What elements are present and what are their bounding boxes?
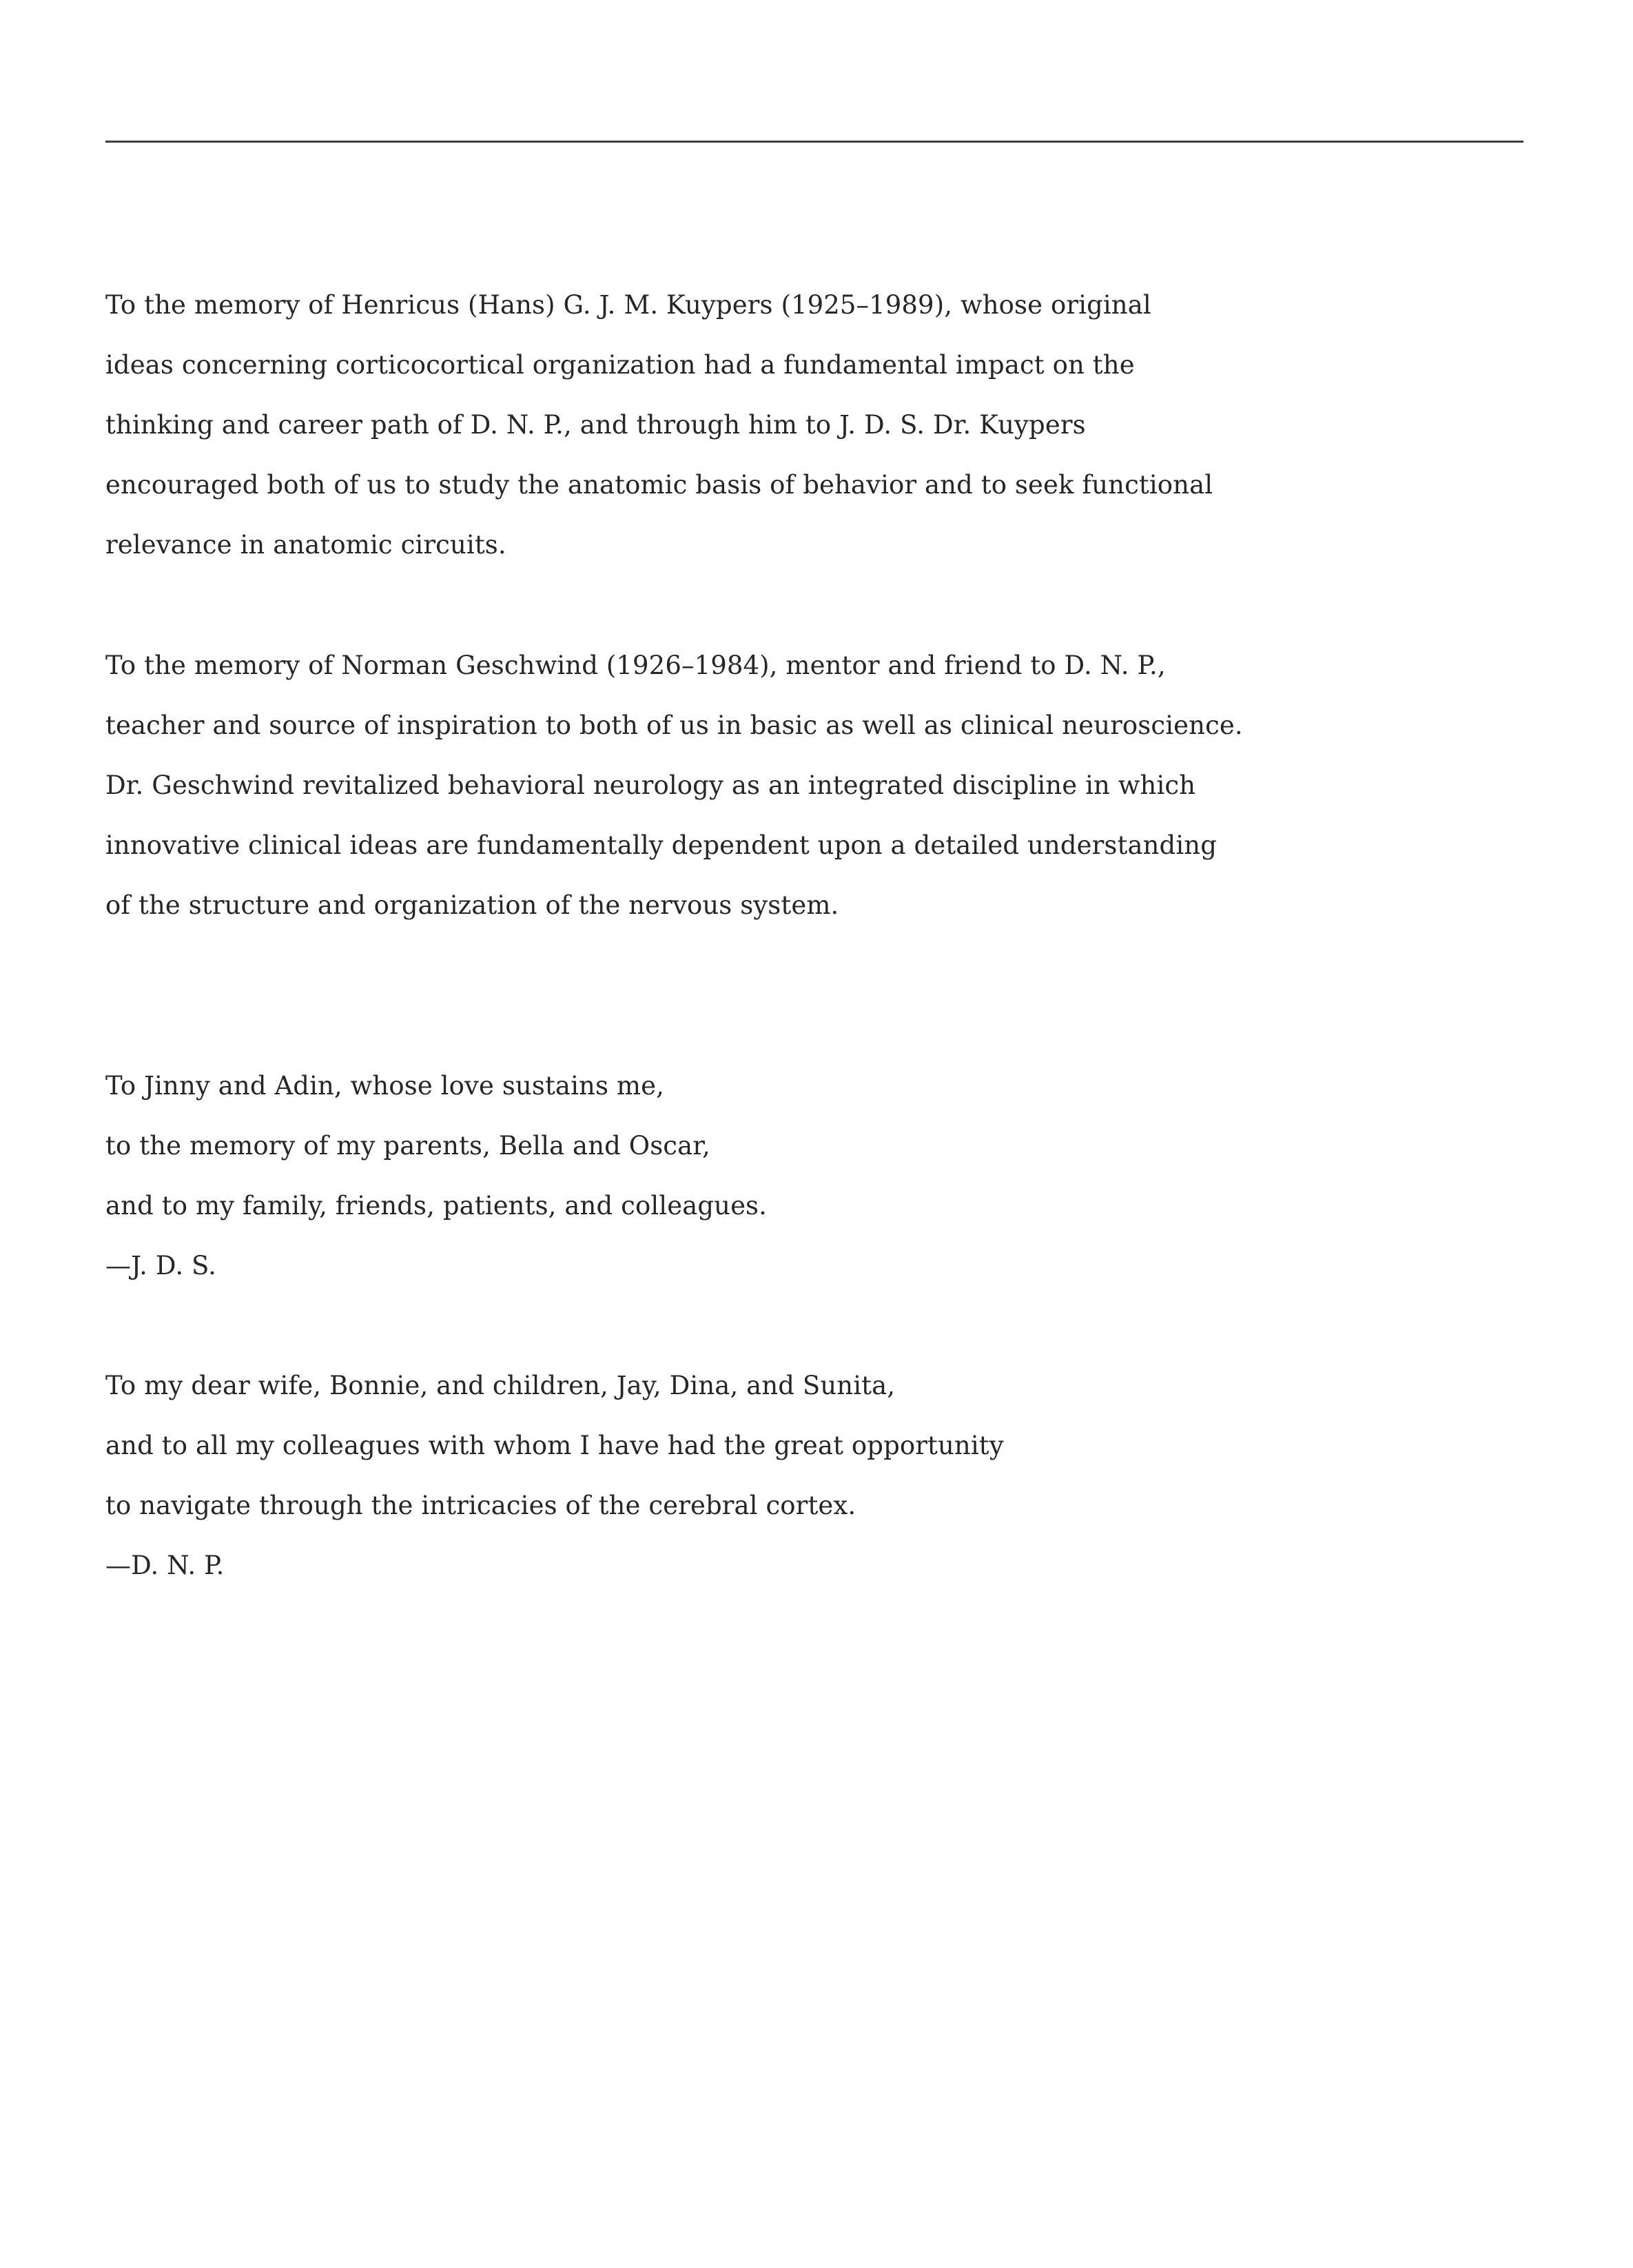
text-line: To the memory of Norman Geschwind (1926–1984), mentor and friend to D. N. P., <box>105 651 1166 680</box>
dedication-geschwind <box>105 635 1311 935</box>
text-line: innovative clinical ideas are fundamentally dependent upon a detailed understanding <box>105 830 1217 860</box>
signature-jds: —J. D. S. <box>105 1251 217 1280</box>
dedication-kuypers <box>105 275 1311 575</box>
text-line: Dr. Geschwind revitalized behavioral neurology as an integrated discipline in which <box>105 770 1196 800</box>
text-line: to navigate through the intricacies of the cerebral cortex. <box>105 1491 856 1520</box>
text-line: relevance in anatomic circuits. <box>105 530 506 560</box>
text-line: and to my family, friends, patients, and colleagues. <box>105 1191 768 1220</box>
text-line: To my dear wife, Bonnie, and children, Jay, Dina, and Sunita, <box>105 1371 896 1400</box>
text-line: To the memory of Henricus (Hans) G. J. M. Kuypers (1925–1989), whose original <box>105 290 1151 320</box>
dedication-dnp <box>105 1356 1311 1595</box>
text-line: To Jinny and Adin, whose love sustains me, <box>105 1071 664 1101</box>
text-line: to the memory of my parents, Bella and Oscar, <box>105 1131 710 1161</box>
dedication-jds <box>105 1056 1311 1296</box>
text-line: of the structure and organization of the nervous system. <box>105 890 839 920</box>
text-line: and to all my colleagues with whom I have had the great opportunity <box>105 1431 1004 1460</box>
text-line: thinking and career path of D. N. P., and through him to J. D. S. Dr. Kuypers <box>105 410 1086 440</box>
text-line: ideas concerning corticocortical organization had a fundamental impact on the <box>105 350 1135 380</box>
top-rule <box>105 141 1523 143</box>
signature-dnp: —D. N. P. <box>105 1551 225 1580</box>
text-line: encouraged both of us to study the anatomic basis of behavior and to seek functional <box>105 470 1213 500</box>
text-line: teacher and source of inspiration to both of us in basic as well as clinical neuroscience. <box>105 711 1243 740</box>
